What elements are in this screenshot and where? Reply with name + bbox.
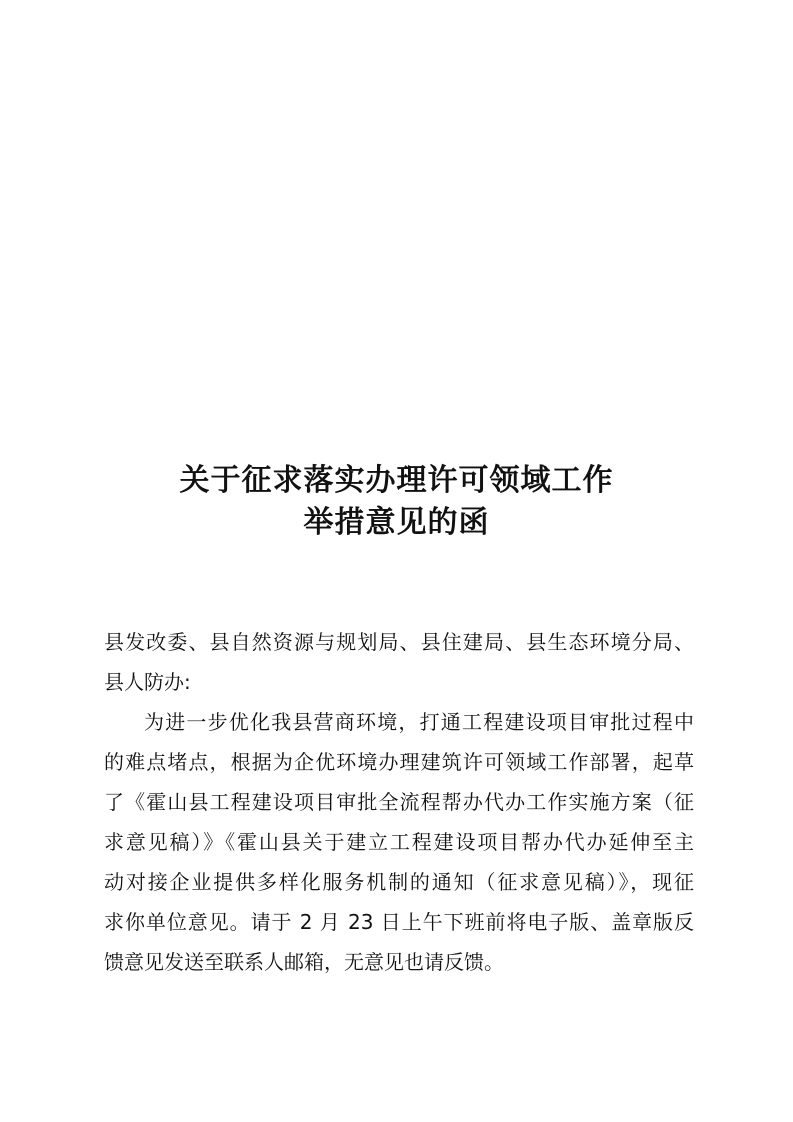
- addressee-block: [104, 622, 694, 702]
- body-line-3: 了《霍山县工程建设项目审批全流程帮办代办工作实施方案（征: [104, 790, 694, 814]
- addressee-line-1: 县发改委、县自然资源与规划局、县住建局、县生态环境分局、: [104, 630, 694, 654]
- addressee-line-2: 县人防办:: [104, 670, 191, 694]
- body-line-4: 求意见稿）》《霍山县关于建立工程建设项目帮办代办延伸至主: [104, 830, 694, 854]
- body-line-1: 为进一步优化我县营商环境，打通工程建设项目审批过程中: [144, 710, 694, 734]
- document-title-line-2: 举措意见的函: [303, 505, 490, 540]
- body-line-5: 动对接企业提供多样化服务机制的通知（征求意见稿）》，现征: [104, 870, 694, 894]
- document-title-line-1: 关于征求落实办理许可领域工作: [179, 463, 614, 498]
- body-line-7: 馈意见发送至联系人邮箱，无意见也请反馈。: [104, 950, 504, 974]
- body-line-6: 求你单位意见。请于 2 月 23 日上午下班前将电子版、盖章版反: [104, 910, 694, 934]
- body-paragraph: [104, 702, 694, 982]
- body-line-2: 的难点堵点，根据为企优环境办理建筑许可领域工作部署，起草: [104, 750, 694, 774]
